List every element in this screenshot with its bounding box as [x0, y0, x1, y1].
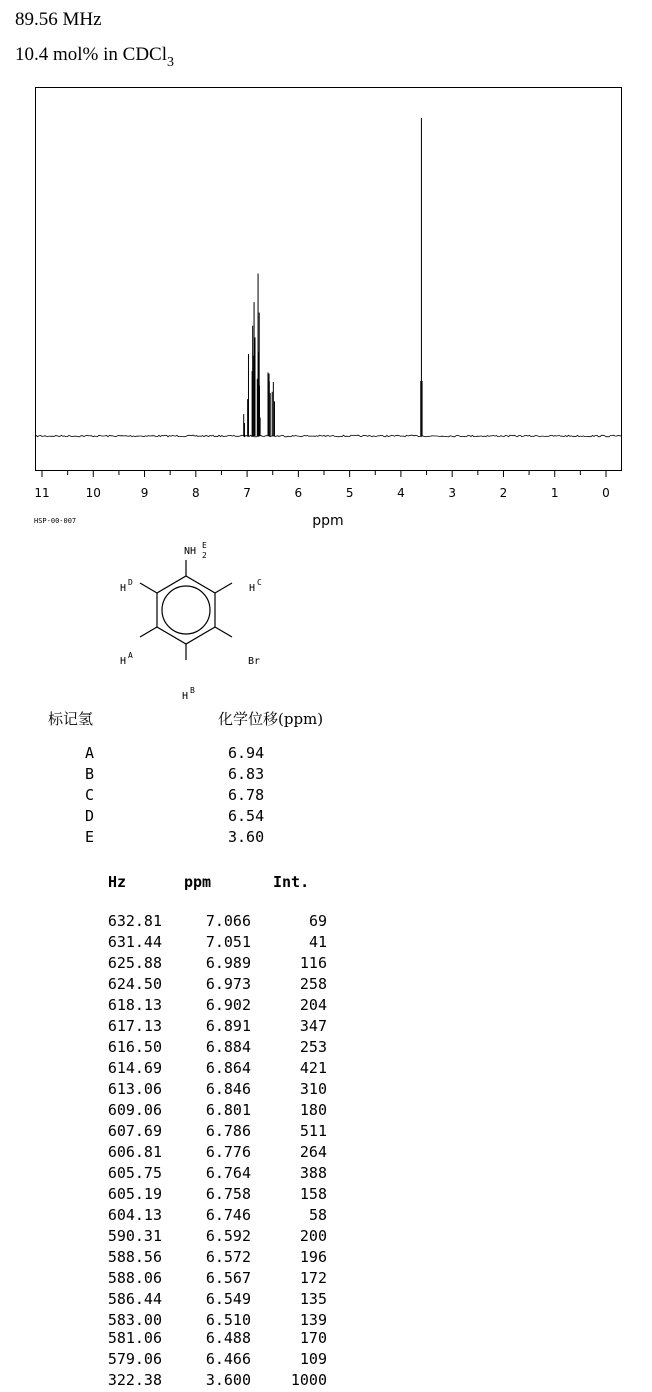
nmr-spectrum-chart: [0, 80, 652, 530]
peak-ppm-value: 6.746: [205, 1206, 251, 1224]
peak-table-row: [0, 1290, 652, 1311]
peak-hz-value: 617.13: [107, 1017, 162, 1035]
x-tick-label: 7: [243, 486, 251, 500]
peak-ppm-value: 6.884: [205, 1038, 251, 1056]
peak-int-value: 69: [308, 912, 327, 930]
peak-hz-value: 614.69: [107, 1059, 162, 1077]
assignment-shift-value: 6.83: [228, 765, 265, 783]
peak-int-value: 253: [299, 1038, 327, 1056]
sample-text: 10.4 mol% in CDCl: [15, 44, 168, 65]
assignment-proton-label: D: [85, 807, 95, 825]
x-axis-title: ppm: [312, 513, 344, 529]
peak-ppm-value: 6.758: [205, 1185, 251, 1203]
peak-hz-value: 590.31: [107, 1227, 162, 1245]
peak-int-value: 135: [299, 1290, 327, 1308]
peak-hz-value: 322.38: [107, 1371, 162, 1389]
x-tick-label: 3: [448, 486, 457, 500]
peak-hz-value: 613.06: [107, 1080, 162, 1098]
peak-int-value: 347: [299, 1017, 327, 1035]
bond-br: [215, 627, 232, 637]
peak-ppm-value: 6.786: [205, 1122, 251, 1140]
x-tick-label: 4: [397, 486, 405, 500]
peak-ppm-value: 6.592: [205, 1227, 251, 1245]
hc-label: H: [249, 583, 256, 594]
assignment-shift-value: 6.78: [228, 786, 265, 804]
x-tick-label: 10: [85, 486, 101, 500]
x-axis-tick-labels: [34, 486, 609, 500]
ha-label: H: [120, 656, 127, 667]
spectrum-code: HSP-00-007: [34, 517, 77, 525]
peak-table-row: [0, 1329, 652, 1350]
peak-ppm-value: 7.051: [205, 933, 251, 951]
peak-ppm-value: 6.973: [205, 975, 251, 993]
peak-ppm-value: 6.510: [205, 1311, 251, 1329]
peak-hz-value: 616.50: [107, 1038, 162, 1056]
peak-table-row: [0, 1227, 652, 1248]
peak-int-value: 421: [299, 1059, 327, 1077]
peak-int-value: 200: [299, 1227, 327, 1245]
sample-subscript: 3: [167, 55, 175, 70]
peak-int-value: 158: [299, 1185, 327, 1203]
peak-int-value: 41: [308, 933, 327, 951]
peak-hz-value: 632.81: [107, 912, 162, 930]
peak-int-value: 172: [299, 1269, 327, 1287]
hb-label: H: [182, 691, 189, 702]
peak-hz-value: 604.13: [107, 1206, 162, 1224]
spectrum-trace: [36, 435, 621, 437]
peak-hz-value: 588.06: [107, 1269, 162, 1287]
bond-hd: [140, 583, 157, 593]
peak-ppm-value: 6.902: [205, 996, 251, 1014]
x-tick-label: 2: [499, 486, 508, 500]
peak-table-int-header: Int.: [273, 873, 310, 891]
hb-superscript: B: [190, 686, 195, 695]
peak-table-row: [0, 933, 652, 954]
bond-hc: [215, 583, 232, 593]
peak-table-row: [0, 912, 652, 933]
peak-table-row: [0, 1122, 652, 1143]
peak-hz-value: 618.13: [107, 996, 162, 1014]
peak-hz-value: 605.75: [107, 1164, 162, 1182]
peak-table-row: [0, 1080, 652, 1101]
peak-ppm-value: 6.466: [205, 1350, 251, 1368]
peak-hz-value: 588.56: [107, 1248, 162, 1266]
peak-int-value: 511: [299, 1122, 327, 1140]
peak-table-row: [0, 1038, 652, 1059]
assignment-shift-value: 6.94: [228, 744, 265, 762]
peak-ppm-value: 7.066: [205, 912, 251, 930]
x-axis-ticks: [42, 471, 606, 477]
peak-hz-value: 579.06: [107, 1350, 162, 1368]
assignment-proton-label: A: [85, 744, 95, 762]
peak-ppm-value: 6.549: [205, 1290, 251, 1308]
peak-table-row: [0, 1164, 652, 1185]
spectrometer-frequency: 89.56 MHz: [15, 9, 102, 30]
peak-table-row: [0, 1101, 652, 1122]
assignment-proton-label: B: [85, 765, 95, 783]
peak-ppm-value: 6.488: [205, 1329, 251, 1347]
hc-superscript: C: [257, 578, 262, 587]
assignment-proton-label: C: [85, 786, 95, 804]
peak-int-value: 58: [308, 1206, 327, 1224]
peak-int-value: 116: [299, 954, 327, 972]
assignment-shift-value: 6.54: [228, 807, 265, 825]
peak-table-row: [0, 1269, 652, 1290]
peak-table-row: [0, 954, 652, 975]
peak-table-hz-header: Hz: [108, 873, 127, 891]
x-tick-label: 6: [294, 486, 303, 500]
peak-int-value: 388: [299, 1164, 327, 1182]
peak-hz-value: 631.44: [107, 933, 162, 951]
peak-int-value: 109: [299, 1350, 327, 1368]
peak-int-value: 310: [299, 1080, 327, 1098]
peak-ppm-value: 6.989: [205, 954, 251, 972]
nh2-superscript: E: [202, 541, 207, 550]
nh2-subscript: 2: [202, 551, 207, 560]
peak-ppm-value: 6.801: [205, 1101, 251, 1119]
peak-int-value: 139: [299, 1311, 327, 1329]
br-label: Br: [248, 656, 261, 667]
assignment-label-header: 标记氢: [48, 710, 94, 728]
assignment-shift-header: 化学位移(ppm): [218, 710, 324, 728]
peak-int-value: 180: [299, 1101, 327, 1119]
bond-ha: [140, 627, 157, 637]
peak-table-row: [0, 996, 652, 1017]
peak-int-value: 258: [299, 975, 327, 993]
peak-int-value: 170: [299, 1329, 327, 1347]
x-tick-label: 9: [140, 486, 149, 500]
peak-table-ppm-header: ppm: [184, 873, 212, 891]
peak-ppm-value: 6.776: [205, 1143, 251, 1161]
sample-description: [15, 44, 174, 71]
peak-int-value: 196: [299, 1248, 327, 1266]
peak-table-row: [0, 1185, 652, 1206]
hd-label: H: [120, 583, 127, 594]
peak-lines: [244, 118, 422, 436]
peak-ppm-value: 6.864: [205, 1059, 251, 1077]
peak-hz-value: 609.06: [107, 1101, 162, 1119]
assignment-proton-label: E: [85, 828, 95, 846]
peak-ppm-value: 6.567: [205, 1269, 251, 1287]
peak-int-value: 264: [299, 1143, 327, 1161]
x-tick-label: 8: [191, 486, 200, 500]
peak-table-row: [0, 1206, 652, 1227]
peak-int-value: 204: [299, 996, 327, 1014]
peak-table-row: [0, 1248, 652, 1269]
peak-ppm-value: 6.764: [205, 1164, 251, 1182]
ha-superscript: A: [128, 651, 133, 660]
peak-table-row: [0, 1371, 652, 1392]
peak-ppm-value: 6.846: [205, 1080, 251, 1098]
peak-int-value: 1000: [290, 1371, 327, 1389]
plot-frame: [36, 88, 622, 471]
peak-ppm-value: 6.572: [205, 1248, 251, 1266]
peak-ppm-value: 3.600: [205, 1371, 251, 1389]
peak-hz-value: 581.06: [107, 1329, 162, 1347]
peak-hz-value: 606.81: [107, 1143, 162, 1161]
peak-hz-value: 624.50: [107, 975, 162, 993]
aromatic-circle: [162, 586, 210, 634]
x-tick-label: 5: [345, 486, 354, 500]
x-tick-label: 1: [550, 486, 559, 500]
peak-table-row: [0, 1143, 652, 1164]
assignment-shift-value: 3.60: [228, 828, 265, 846]
peak-ppm-value: 6.891: [205, 1017, 251, 1035]
peak-hz-value: 625.88: [107, 954, 162, 972]
peak-hz-value: 586.44: [107, 1290, 162, 1308]
peak-table-row: [0, 1350, 652, 1371]
x-tick-label: 0: [602, 486, 610, 500]
nh2-label: NH: [184, 546, 197, 557]
molecule-structure: [100, 536, 300, 706]
peak-hz-value: 607.69: [107, 1122, 162, 1140]
peak-table-row: [0, 1017, 652, 1038]
hd-superscript: D: [128, 578, 133, 587]
peak-hz-value: 605.19: [107, 1185, 162, 1203]
peak-hz-value: 583.00: [107, 1311, 162, 1329]
x-tick-label: 11: [34, 486, 50, 500]
peak-table-row: [0, 1059, 652, 1080]
peak-table-row: [0, 975, 652, 996]
